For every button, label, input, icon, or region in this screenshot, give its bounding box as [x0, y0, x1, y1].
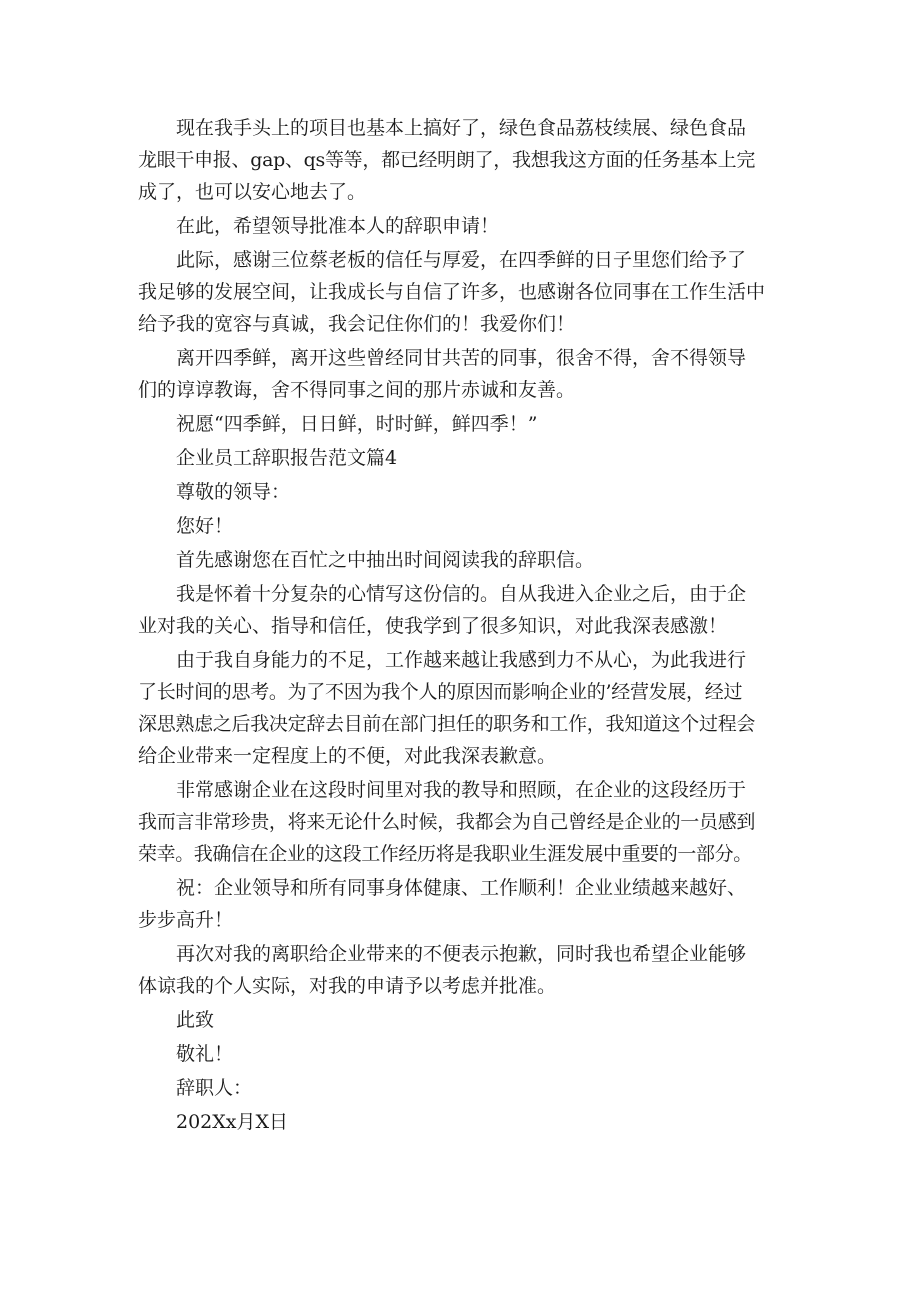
- text-line: 非常感谢企业在这段时间里对我的教导和照顾，在企业的这段经历于: [176, 779, 747, 801]
- text-line: 202Xx月X日: [176, 1111, 289, 1133]
- text-line: 辞职人：: [176, 1077, 253, 1099]
- closing-regards: [138, 1004, 792, 1036]
- text-line: 了长时间的思考。为了不因为我个人的原因而影响企业的’经营发展，经过: [138, 681, 743, 703]
- text-line: 此致: [176, 1009, 215, 1031]
- text-line: 给予我的宽容与真诚，我会记住你们的！我爱你们！: [138, 313, 576, 335]
- document-body: [138, 112, 792, 1140]
- paragraph-gratitude: [138, 774, 792, 870]
- text-line: 敬礼！: [176, 1043, 234, 1065]
- closing-salute: [138, 1038, 792, 1070]
- text-line: 给企业带来一定程度上的不便，对此我深表歉意。: [138, 745, 557, 767]
- text-line: 成了，也可以安心地去了。: [138, 181, 367, 203]
- date-line: [138, 1106, 792, 1138]
- greeting: [138, 510, 792, 542]
- text-line: 此际，感谢三位蔡老板的信任与厚爱，在四季鲜的日子里您们给予了: [176, 249, 747, 271]
- paragraph-thanks-bosses: [138, 244, 792, 340]
- heading-text: 企业员工辞职报告范文篇4: [176, 447, 398, 469]
- text-line: 业对我的关心、指导和信任，使我学到了很多知识，对此我深表感激！: [138, 615, 728, 637]
- text-line: 尊敬的领导：: [176, 481, 291, 503]
- text-line: 体谅我的个人实际，对我的申请予以考虑并批准。: [138, 975, 557, 997]
- section-heading: [138, 442, 792, 474]
- text-line: 龙眼干申报、gap、qs等等，都已经明朗了，我想我这方面的任务基本上完: [138, 149, 756, 171]
- paragraph-wish: [138, 408, 792, 440]
- signature-label: [138, 1072, 792, 1104]
- text-line: 我是怀着十分复杂的心情写这份信的。自从我进入企业之后，由于企: [176, 583, 747, 605]
- text-line: 首先感谢您在百忙之中抽出时间阅读我的辞职信。: [176, 549, 595, 571]
- text-line: 们的谆谆教诲，舍不得同事之间的那片赤诚和友善。: [138, 379, 576, 401]
- paragraph-apology: [138, 938, 792, 1002]
- paragraph-opening: [138, 544, 792, 576]
- paragraph-project-status: [138, 112, 792, 208]
- text-line: 步步高升！: [138, 909, 234, 931]
- paragraph-feelings: [138, 578, 792, 642]
- text-line: 在此，希望领导批准本人的辞职申请！: [176, 215, 500, 237]
- paragraph-leaving: [138, 342, 792, 406]
- text-line: 我而言非常珍贵，将来无论什么时候，我都会为自己曾经是企业的一员感到: [138, 811, 756, 833]
- text-line: 再次对我的离职给企业带来的不便表示抱歉，同时我也希望企业能够: [176, 943, 747, 965]
- text-line: 离开四季鲜，离开这些曾经同甘共苦的同事，很舍不得，舍不得领导: [176, 347, 747, 369]
- text-line: 由于我自身能力的不足，工作越来越让我感到力不从心，为此我进行: [176, 649, 747, 671]
- text-line: 我足够的发展空间，让我成长与自信了许多，也感谢各位同事在工作生活中: [138, 281, 766, 303]
- text-line: 现在我手头上的项目也基本上搞好了，绿色食品荔枝续展、绿色食品: [176, 117, 747, 139]
- salutation: [138, 476, 792, 508]
- text-line: 祝：企业领导和所有同事身体健康、工作顺利！企业业绩越来越好、: [176, 877, 747, 899]
- paragraph-request-approval: [138, 210, 792, 242]
- text-line: 您好！: [176, 515, 234, 537]
- text-line: 深思熟虑之后我决定辞去目前在部门担任的职务和工作，我知道这个过程会: [138, 713, 756, 735]
- text-line: 祝愿“四季鲜，日日鲜，时时鲜，鲜四季！”: [176, 413, 538, 435]
- text-line: 荣幸。我确信在企业的这段工作经历将是我职业生涯发展中重要的一部分。: [138, 843, 752, 865]
- paragraph-blessing: [138, 872, 792, 936]
- paragraph-reason: [138, 644, 792, 772]
